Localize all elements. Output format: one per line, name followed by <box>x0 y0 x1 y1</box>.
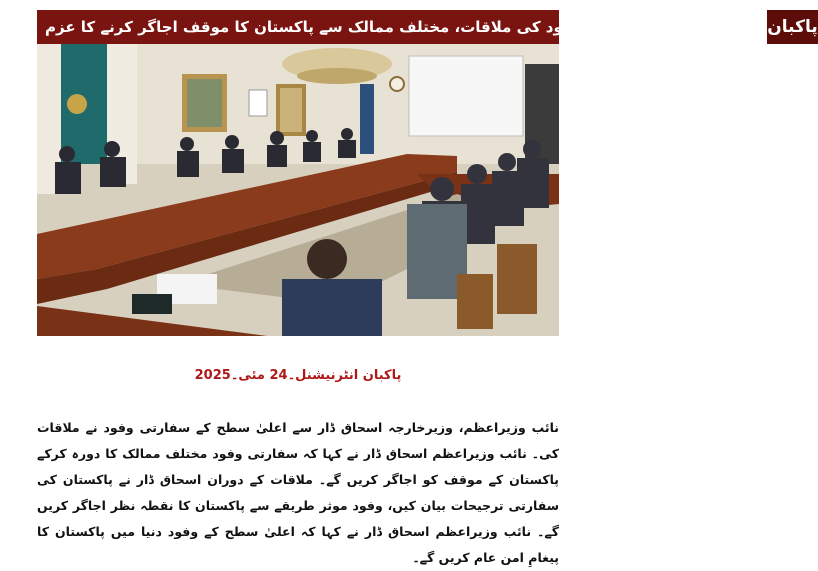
article-body: نائب وزیراعظم، وزیرخارجہ اسحاق ڈار سے اعلیٰ سطح کے سفارتی وفود نے ملاقات کی۔ نائب وزیراعظم اسحاق ڈار نے کہا کہ سفارتی وفود مختلف ممالک کا دورہ کرکے پاکستان کے موقف کو اجاگر کریں گے۔ ملاقات کے دوران اسحاق ڈار نے پاکستان کی سفارتی ترجیحات بیان کیں، وفود موثر طریقے سے پاکستان کا نقطہ نظر اجاگر کریں گے۔ نائب وزیراعظم اسحاق ڈار نے کہا کہ اعلیٰ سطح کے وفود دنیا میں پاکستان کا پیغامِ امن عام کریں گے۔ <box>37 420 559 565</box>
header-banner <box>37 10 818 44</box>
dateline: پاکبان انٹرنیشنل۔24 مئی۔2025 <box>194 368 402 383</box>
meeting-photo-illustration <box>37 44 559 336</box>
meeting-photo <box>37 44 559 336</box>
brand-label: پاکبان <box>765 10 818 44</box>
headline: اسحاق ڈار سے سفارتی وفود کی ملاقات، مختلف ممالک سے پاکستان کا موقف اجاگر کرنے کا عزم <box>45 18 758 36</box>
